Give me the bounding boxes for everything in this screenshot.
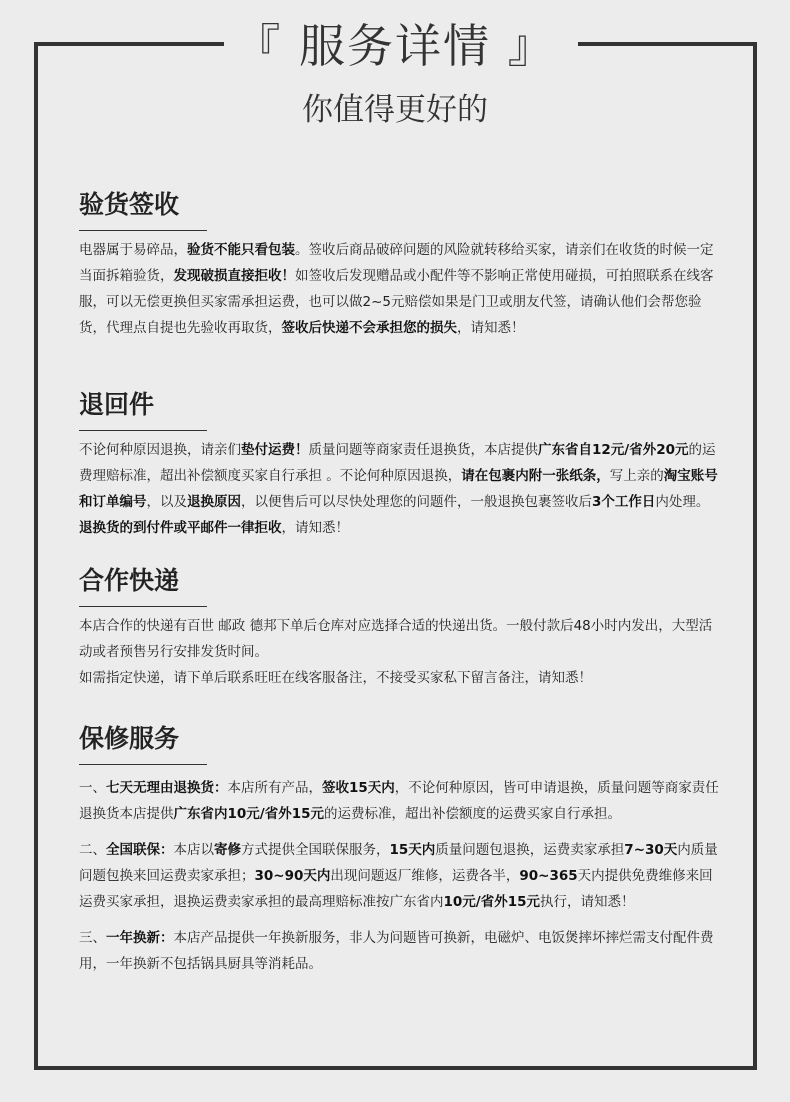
warranty-item-3	[79, 925, 719, 977]
section-paragraph	[79, 237, 719, 341]
bold-text: 退换货的到付件或平邮件一律拒收	[79, 520, 282, 536]
text: 内质量问题包换来回运费卖家承担；	[79, 842, 718, 884]
page-subtitle: 你值得更好的	[302, 92, 488, 128]
text: 。签收后商品破碎问题的风险就转移给买家，请亲们在收货的时候一定当面拆箱验货，	[79, 242, 714, 284]
bold-text: 一年换新：	[106, 930, 174, 946]
bold-text: 30~90天内	[254, 868, 331, 884]
bold-text: 签收后快递不会承担您的损失	[281, 320, 457, 336]
text: ，以及	[146, 494, 187, 510]
text: 本店以	[173, 842, 214, 858]
bold-text: 90~365	[519, 868, 578, 884]
text: 的运费理赔标准，超出补偿额度买家自行承担 。不论何种原因退换，	[79, 442, 716, 484]
section-title: 验货签收	[79, 188, 207, 231]
bold-text: 3个工作日	[592, 494, 656, 510]
text: 一、	[79, 780, 106, 796]
text: ，不论何种原因，皆可申请退换，质量问题等商家责任退换货本店提供	[79, 780, 719, 822]
bold-text: 请在包裹内附一张纸条，	[461, 468, 610, 484]
section-paragraph	[79, 437, 719, 541]
text: 如签收后发现赠品或小配件等不影响正常使用碰损，可拍照联系在线客服，可以无偿更换但买家需承担运费，也可以做2~5元赔偿如果是门卫或朋友代签，请确认他们会帮您验货，代理点自提也先验收再取货，	[79, 268, 714, 336]
section-title: 保修服务	[79, 722, 207, 765]
bold-text: 广东省内10元/省外15元	[173, 806, 325, 822]
bold-text: 验货不能只看包装	[187, 242, 295, 258]
text: 的运费标准，超出补偿额度的运费买家自行承担。	[324, 806, 622, 822]
bold-text: 发现破损直接拒收！	[173, 268, 295, 284]
section-returns	[79, 388, 719, 541]
text: ，请知悉！	[457, 320, 525, 336]
text: 质量问题包退换，运费卖家承担	[435, 842, 625, 858]
frame-bottom-line	[34, 1066, 757, 1070]
frame-right-line	[753, 42, 757, 1070]
text: 内处理。	[655, 494, 710, 510]
text: 如需指定快递，请下单后联系旺旺在线客服备注，不接受买家私下留言备注，请知悉！	[79, 670, 592, 686]
bold-text: 七天无理由退换货：	[106, 780, 228, 796]
bold-text: 全国联保：	[106, 842, 174, 858]
section-title: 退回件	[79, 388, 207, 431]
bold-text: 10元/省外15元	[443, 894, 541, 910]
section-title: 合作快递	[79, 564, 207, 607]
section-inspection	[79, 188, 719, 341]
text: ，以便售后可以尽快处理您的问题件，一般退换包裹签收后	[241, 494, 592, 510]
text: 写上亲的	[609, 468, 664, 484]
section-couriers	[79, 564, 719, 691]
bold-text: 垫付运费！	[241, 442, 309, 458]
bold-text: 签收15天内	[322, 780, 395, 796]
bold-text: 7~30天	[624, 842, 678, 858]
bold-text: 15天内	[389, 842, 436, 858]
text: ，请知悉！	[281, 520, 349, 536]
bold-text: 淘宝账号和订单编号	[79, 468, 718, 510]
warranty-item-2	[79, 837, 719, 915]
section-paragraph	[79, 613, 719, 665]
text: 本店所有产品，	[227, 780, 322, 796]
page-title: 『 服务详情 』	[234, 19, 556, 73]
text: 方式提供全国联保服务，	[241, 842, 390, 858]
text: 三、	[79, 930, 106, 946]
text: 本店产品提供一年换新服务，非人为问题皆可换新，电磁炉、电饭煲摔坏摔烂需支付配件费用，一年换新不包括锅具厨具等消耗品。	[79, 930, 714, 972]
text: 本店合作的快递有百世 邮政 德邦下单后仓库对应选择合适的快递出货。一般付款后48小时内发出，大型活动或者预售另行安排发货时间。	[79, 618, 713, 660]
section-paragraph	[79, 665, 719, 691]
bold-text: 退换原因	[187, 494, 241, 510]
bold-text: 寄修	[214, 842, 241, 858]
text: 执行，请知悉！	[540, 894, 635, 910]
frame-left-line	[34, 42, 38, 1070]
text: 不论何种原因退换，请亲们	[79, 442, 241, 458]
warranty-item-1	[79, 775, 719, 827]
text: 电器属于易碎品，	[79, 242, 187, 258]
text: 质量问题等商家责任退换货，本店提供	[308, 442, 538, 458]
section-warranty	[79, 722, 719, 977]
text: 出现问题返厂维修，运费各半，	[330, 868, 520, 884]
bold-text: 广东省自12元/省外20元	[538, 442, 689, 458]
text: 天内提供免费维修来回运费买家承担，退换运费卖家承担的最高理赔标准按广东省内	[79, 868, 713, 910]
text: 二、	[79, 842, 106, 858]
